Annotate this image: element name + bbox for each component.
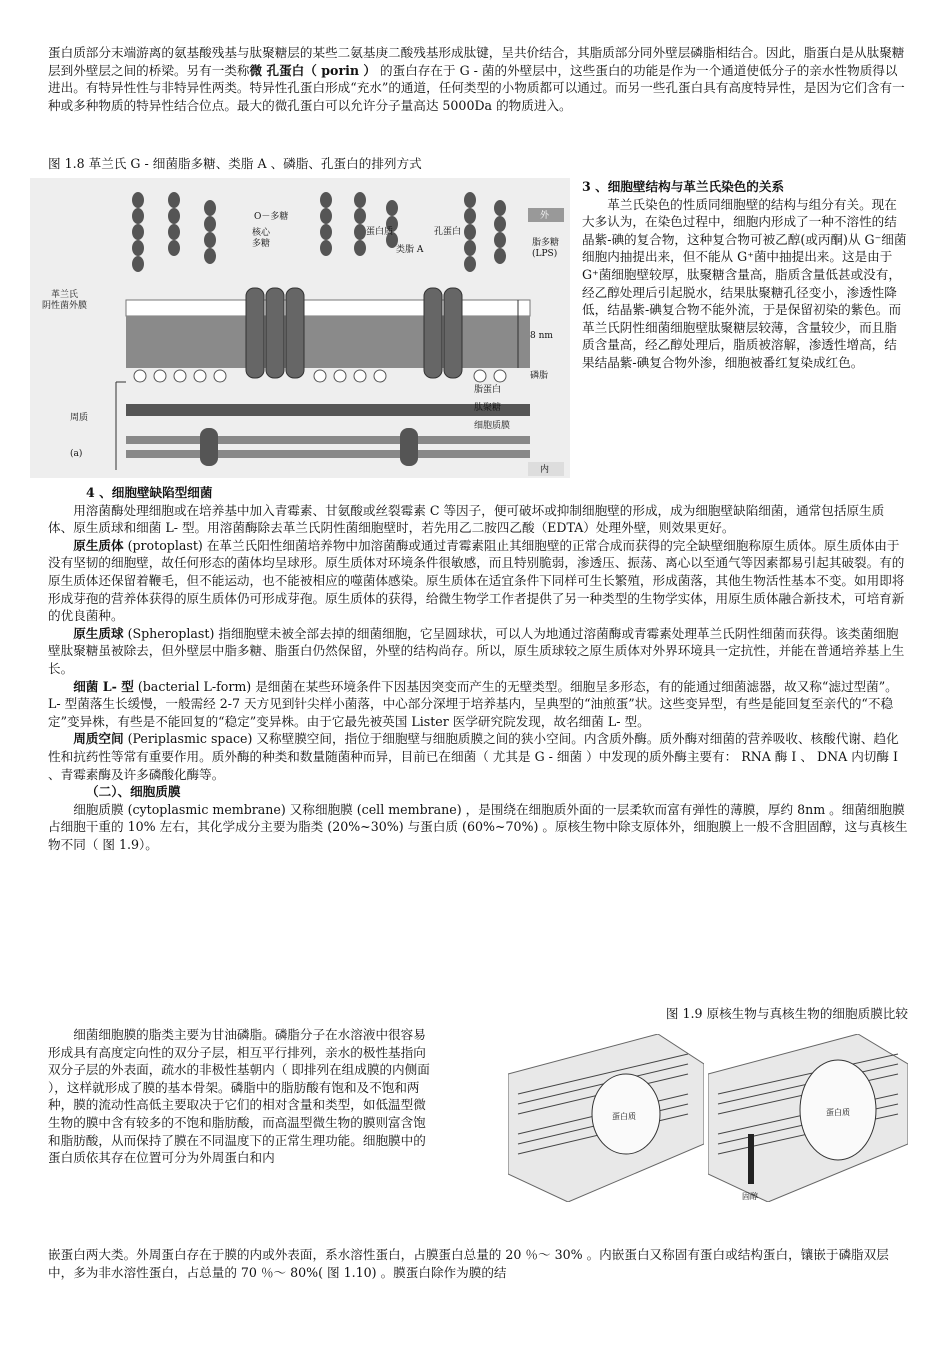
spheroplast-term: 原生质球 [73,625,124,641]
periplasm-term: 周质空间 [73,731,124,747]
label-outer-membrane: 革兰氏 阴性菌外膜 [42,290,88,311]
fig19-label-protein-left: 蛋白质 [612,1112,636,1121]
label-porin: 孔蛋白 [434,227,462,237]
label-8nm: 8 nm [530,331,553,341]
lform-term: 细菌 L- 型 [73,678,134,694]
label-outer: 外 [540,211,550,221]
figure-1-8-diagram [30,178,570,478]
section-3 [582,178,908,372]
figure-1-9-eukaryote-membrane [708,1034,908,1202]
fig19-label-protein-right: 蛋白质 [826,1108,850,1117]
label-peptidoglycan: 肽聚糖 [474,403,502,413]
membrane-paragraph-2: 细菌细胞膜的脂类主要为甘油磷脂。磷脂分子在水溶液中很容易形成具有高度定向性的双分子层，相互平行排列，亲水的极性基指向双分子层的外表面，疏水的非极性基朝内（ 即排列在组成膜的内侧面 ），这样就形成了膜的基本骨架。磷脂中的脂肪酸有饱和及不饱和两种，膜的流动性高低主要取决于它们的相对含量和类型，如低温型微生物的膜中含有较多的不饱和脂肪酸，而高温型微生物的膜则富含饱和脂肪酸，从而保持了膜在不同温度下的正常生理功能。细胞膜中的蛋白质依其存在位置可分为外周蛋白和内 [48,1027,430,1166]
label-lipoprotein: 脂蛋白 [474,385,502,395]
figure-1-9-prokaryote-membrane [508,1034,704,1202]
spheroplast-paragraph [48,625,908,678]
section-3-body: 革兰氏染色的性质同细胞壁的结构与组分有关。现在大多认为，在染色过程中，细胞内形成了一种不溶性的结晶紫-碘的复合物，这种复合物可被乙醇(或丙酮)从 G⁻细菌细胞内抽提出来，但不能从 G⁺菌中抽提出来。这是由于 G⁺菌细胞壁较厚，肽聚糖含量高，脂质含量低甚或没有，经乙醇处理后引起脱水，结果肽聚糖孔径变小，渗透性降低，结晶紫-碘复合物不能外流，于是保留初染的紫色。而革兰氏阴性细菌细胞壁肽聚糖层较薄，含量较少，而且脂质含量高，经乙醇处理后，脂质被溶解，渗透性增高，结果结晶紫-碘复合物外渗，细胞被番红复染成红色。 [582,196,907,370]
spheroplast-body: (Spheroplast) 指细胞壁未被全部去掉的细菌细胞，它呈圆球状，可以人为地通过溶菌酶或青霉素处理革兰氏阴性细菌而获得。该类菌细胞壁肽聚糖虽被除去，但外壁层中脂多糖、脂蛋白仍然保留，外壁的结构尚存。所以，原生质球较之原生质体对外界环境具一定抗性，并能在普通培养基上生长。 [48,625,905,676]
protoplast-body: (protoplast) 在革兰氏阳性细菌培养物中加溶菌酶或通过青霉素阻止其细胞壁的正常合成而获得的完全缺壁细胞称原生质体。原生质体由于没有坚韧的细胞壁，故任何形态的菌体均呈球形。原生质体对环境条件很敏感，而且特别脆弱，渗透压、振荡、离心以至通气等因素都易引起其破裂。有的原生质体还保留着鞭毛，但不能运动，也不能被相应的噬菌体感染。原生质体在适宜条件下同样可生长繁殖，形成菌落，其他生物活性基本不变。如用即将形成芽孢的营养体获得的原生质体仍可形成芽孢。原生质体的获得，给微生物学工作者提供了另一种类型的生物学实体，用原生质体融合新技术，可培育新的优良菌种。 [48,537,905,624]
figure-1-9-caption: 图 1.9 原核生物与真核生物的细胞质膜比较 [665,1006,908,1021]
label-o-sugar: O－多糖 [254,212,289,222]
label-a: (a) [70,449,83,459]
section-4-intro: 用溶菌酶处理细胞或在培养基中加入青霉素、甘氨酸或丝裂霉素 C 等因子，便可破坏或抑制细胞壁的形成，成为细胞壁缺陷细菌，通常包括原生质体、原生质球和细菌 L- 型。用溶菌酶除去革兰氏阴性菌细胞壁时，若先用乙二胺四乙酸（EDTA）处理外壁，则效果更好。 [48,502,885,536]
section-4-heading: 4 、细胞壁缺陷型细菌 [86,485,213,500]
figure-1-8-caption: 图 1.8 革兰氏 G - 细菌脂多糖、类脂 A 、磷脂、孔蛋白的排列方式 [48,156,422,171]
membrane-heading: （二）、细胞质膜 [86,784,181,800]
label-lps: 脂多糖 (LPS) [532,238,560,259]
section-3-heading: 3 、细胞壁结构与革兰氏染色的关系 [582,179,785,194]
intro-text-rest: 的蛋白存在于 G - 菌的外壁层中，这些蛋白的功能是作为一个通道使低分子的亲水性物质得以进出。有特异性性与非特异性两类。特异性孔蛋白形成“充水”的通道，任何类型的小物质都可以通过。而另一些孔蛋白具有高度特异性，是因为它们含有一种或多种物质的特异性结合位点。最大的微孔蛋白可以允许分子量高达 5000Da 的物质进入。 [48,62,905,113]
lform-paragraph [48,678,908,731]
intro-paragraph [48,44,908,114]
lform-body: (bacterial L-form) 是细菌在某些环境条件下因基因突变而产生的无壁类型。细胞呈多形态，有的能通过细菌滤器，故又称“滤过型菌”。 L- 型菌落生长缓慢，一般需经 2-7 天方见到针尖样小菌落，中心部分深埋于培养基内，呈典型的“油煎蛋”状。这些变异型，有些是能回复至亲代的“不稳定”变异株，有些是不能回复的“稳定”变异株。由于它最先被英国 Lister 医学研究院发现，故名细菌 L- 型。 [48,678,898,729]
label-periplasm: 周质 [70,413,89,423]
periplasm-body: (Periplasmic space) 又称壁膜空间，指位于细胞壁与细胞质膜之间的狭小空间。内含质外酶。质外酶对细菌的营养吸收、核酸代谢、趋化性和抗药性等常有重要作用。质外酶的种类和数量随菌种而异，目前已在细菌（ 尤其是 G - 细菌 ）中发现的质外酶主要有： RNA 酶 I 、 DNA 内切酶 I 、青霉素酶及许多磷酸化酶等。 [48,731,899,782]
intro-text: 蛋白质部分末端游离的氨基酸残基与肽聚糖层的某些二氨基庚二酸残基形成肽键，呈共价结合，其脂质部分同外壁层磷脂相结合。因此，脂蛋白是从肽聚糖层到外壁层之间的桥梁。另有一类称 [48,45,905,78]
membrane-paragraph-3: 嵌蛋白两大类。外周蛋白存在于膜的内或外表面，系水溶性蛋白，占膜蛋白总量的 20 ％～ 30% 。内嵌蛋白又称固有蛋白或结构蛋白，镶嵌于磷脂双层中，多为非水溶性蛋白，占总量的 70 ％～ 80%( 图 1.10) 。膜蛋白除作为膜的结 [48,1247,889,1280]
label-cyto-membrane: 细胞质膜 [474,421,511,431]
label-phospholipid: 磷脂 [530,371,549,381]
section-4 [48,484,908,853]
label-core: 核心 多糖 [252,228,271,249]
porin-term: 微 孔蛋白（ porin ） [249,62,376,78]
protoplast-paragraph [48,537,908,625]
periplasm-paragraph [48,730,908,783]
protoplast-term: 原生质体 [73,537,124,553]
fig19-label-sterol: 固醇 [742,1192,758,1201]
label-lipid-a: 类脂 A [396,245,424,255]
label-inner: 内 [540,465,550,475]
membrane-paragraph-1: 细胞质膜 (cytoplasmic membrane) 又称细胞膜 (cell membrane) ，是围绕在细胞质外面的一层柔软而富有弹性的薄膜，厚约 8nm 。细菌细胞膜占细胞干重的 10% 左右，其化学成分主要为脂类 (20%~30%) 与蛋白质 (60%~70%) 。原核生物中除支原体外，细胞膜上一般不含胆固醇，这与真核生物不同（ 图 1.9）。 [48,801,908,852]
label-lipoprotein-top: 蛋白质 [366,227,394,237]
